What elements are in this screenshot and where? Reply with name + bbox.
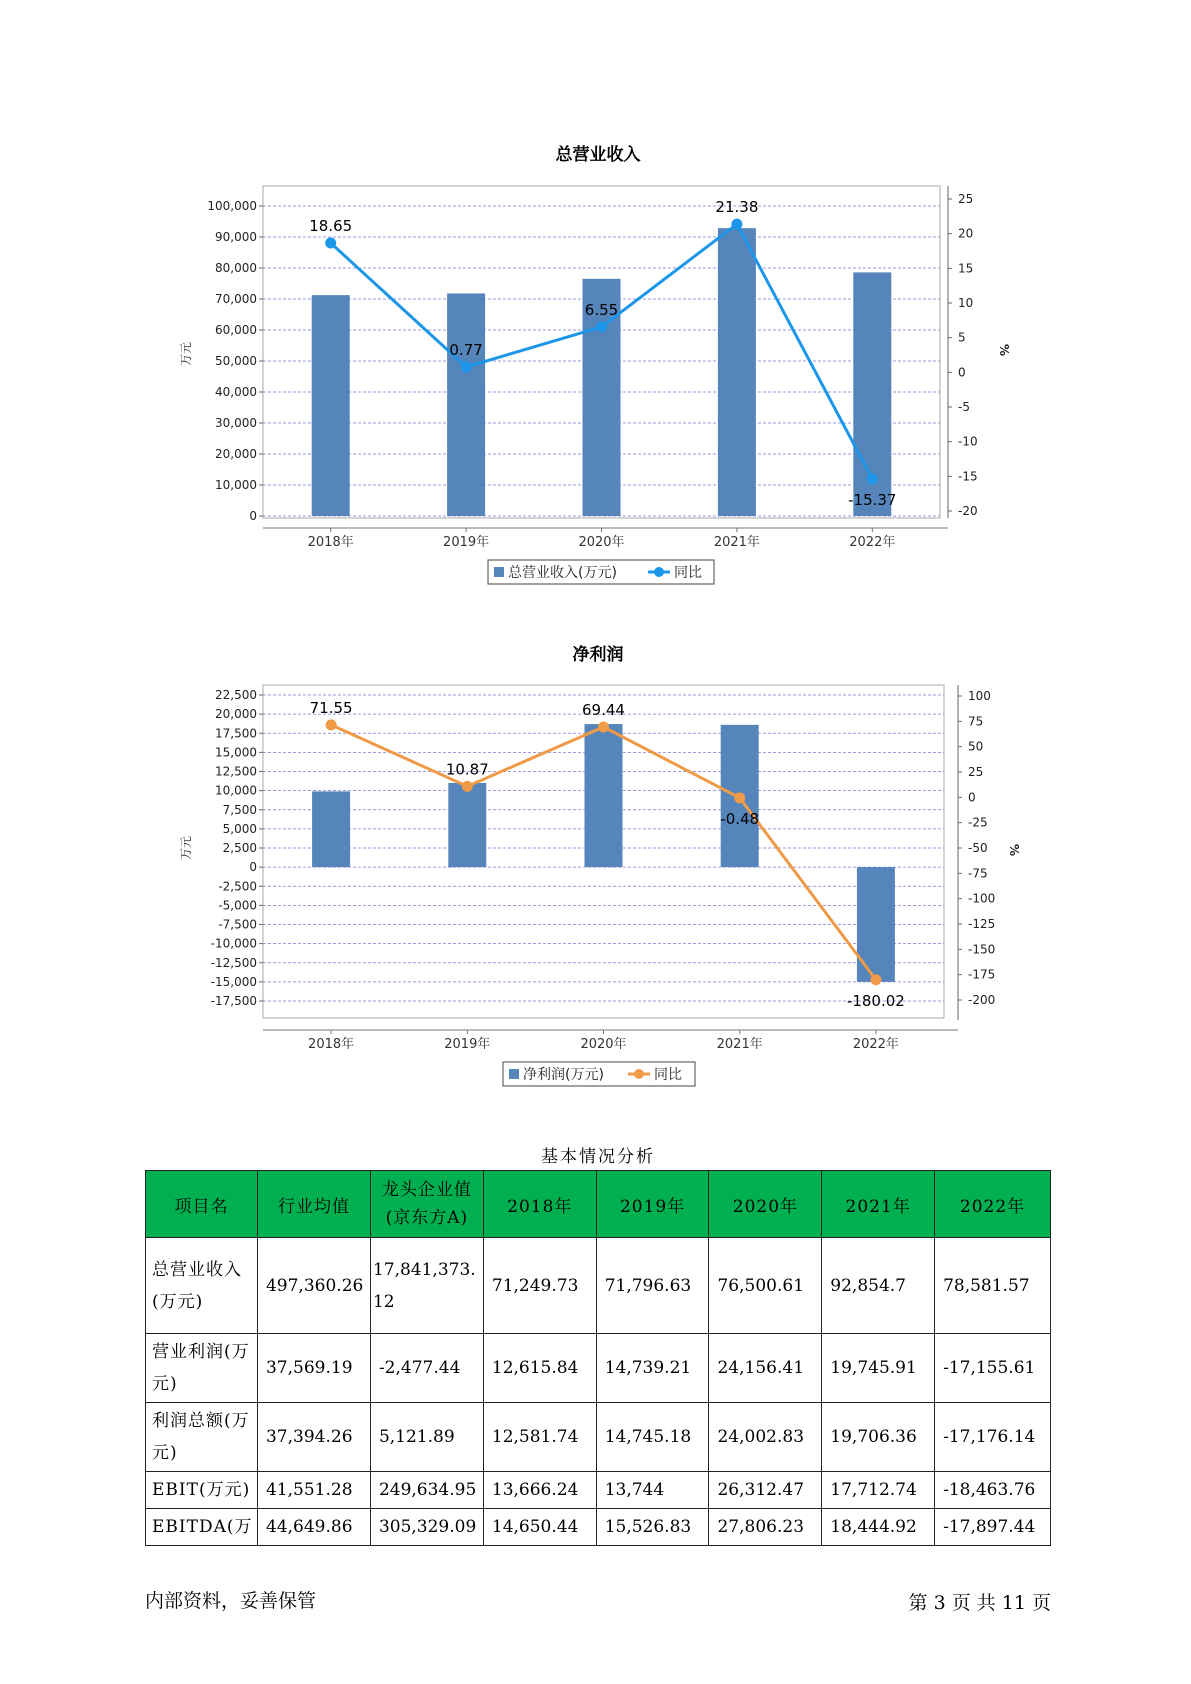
y2-tick-label: 25: [958, 192, 974, 206]
table-cell: -17,176.14: [935, 1403, 1051, 1472]
table-row: [146, 1238, 1051, 1334]
yoy-point: [325, 238, 336, 249]
table-row: [146, 1334, 1051, 1403]
footer-page-number: 第 3 页 共 11 页: [908, 1592, 1051, 1614]
y2-tick-label: 10: [958, 296, 974, 310]
table-cell: 19,745.91: [822, 1334, 935, 1403]
y2-tick-label: -200: [968, 993, 996, 1007]
y-tick-label: 30,000: [215, 416, 257, 430]
yoy-point: [461, 361, 472, 372]
summary-table: [145, 1170, 1051, 1546]
table-cell: 5,121.89: [370, 1403, 483, 1472]
y-tick-label: -10,000: [210, 936, 257, 951]
y-tick-label: 40,000: [215, 385, 257, 399]
header-cell: 2022年: [935, 1171, 1051, 1238]
bar: [448, 783, 486, 867]
y2-axis-title: %: [1007, 843, 1021, 857]
header-cell: 行业均值: [257, 1171, 370, 1238]
x-tick-label: 2019年: [444, 1037, 491, 1052]
y2-tick-label: 50: [968, 739, 984, 754]
yoy-point: [870, 974, 881, 985]
x-tick-label: 2022年: [852, 1037, 899, 1052]
legend-line-marker: [654, 567, 664, 577]
yoy-data-label: 21.38: [715, 198, 759, 217]
table-row: [146, 1403, 1051, 1472]
yoy-point: [326, 719, 337, 730]
table-header-row: [146, 1171, 1051, 1238]
y2-tick-label: -125: [968, 917, 996, 931]
table-cell: 497,360.26: [257, 1238, 370, 1334]
y2-axis-title: %: [997, 343, 1011, 357]
y-tick-label: 50,000: [215, 354, 257, 368]
y2-tick-label: 0: [958, 365, 966, 380]
yoy-data-label: 10.87: [445, 760, 489, 779]
yoy-data-label: 0.77: [449, 340, 483, 359]
bar: [857, 867, 895, 982]
yoy-data-label: -180.02: [846, 991, 905, 1010]
y-tick-label: -5,000: [218, 898, 257, 913]
y2-tick-label: -5: [958, 400, 970, 414]
x-tick-label: 2020年: [578, 535, 625, 550]
yoy-data-label: 18.65: [309, 217, 353, 236]
table-cell: 12,581.74: [483, 1403, 596, 1472]
y-axis-title: 万元: [179, 835, 193, 861]
row-label: 总营业收入(万元): [146, 1238, 258, 1334]
table-cell: 249,634.95: [370, 1472, 483, 1509]
y2-tick-label: 0: [968, 790, 976, 805]
legend: [488, 560, 714, 584]
y-tick-label: 7,500: [222, 802, 257, 817]
y2-tick-label: -15: [958, 469, 978, 484]
bar: [585, 724, 623, 867]
legend: [503, 1062, 695, 1086]
x-tick-label: 2019年: [443, 535, 490, 550]
legend-line-marker: [634, 1069, 644, 1079]
y2-tick-label: -20: [958, 504, 978, 518]
table-caption: 基本情况分析: [541, 1147, 655, 1167]
legend-bar-swatch: [494, 567, 504, 577]
bar: [718, 228, 756, 516]
y-tick-label: 2,500: [222, 841, 257, 855]
y-tick-label: 10,000: [215, 478, 257, 492]
x-tick-label: 2018年: [307, 535, 354, 550]
yoy-data-label: 6.55: [584, 300, 619, 319]
table-cell: 19,706.36: [822, 1403, 935, 1472]
y-tick-label: 70,000: [215, 292, 257, 306]
y-tick-label: 5,000: [222, 821, 257, 836]
y-tick-label: 90,000: [215, 230, 257, 244]
y-tick-label: -17,500: [210, 994, 257, 1008]
y2-tick-label: -10: [958, 434, 978, 449]
y2-tick-label: -50: [968, 841, 988, 855]
y-tick-label: 15,000: [215, 745, 257, 760]
table-cell: -17,155.61: [935, 1334, 1051, 1403]
table-cell: 44,649.86: [257, 1509, 370, 1546]
y-tick-label: -15,000: [210, 974, 257, 989]
y-tick-label: 10,000: [215, 783, 257, 798]
chart-title: 总营业收入: [555, 145, 641, 165]
table-cell: 26,312.47: [709, 1472, 822, 1509]
y-tick-label: 22,500: [215, 688, 257, 702]
y-tick-label: -12,500: [210, 955, 257, 970]
table-cell: 92,854.7: [822, 1238, 935, 1334]
x-tick-label: 2018年: [308, 1037, 355, 1052]
y-tick-label: -7,500: [218, 917, 257, 932]
y-tick-label: 12,500: [215, 764, 257, 779]
legend-bar-label: 总营业收入(万元): [508, 565, 617, 581]
table-cell: 17,712.74: [822, 1472, 935, 1509]
legend-bar-label: 净利润(万元): [523, 1067, 604, 1083]
y-tick-label: 17,500: [215, 726, 257, 741]
y2-tick-label: 25: [968, 765, 984, 779]
y2-tick-label: -100: [968, 891, 996, 906]
y-tick-label: 80,000: [215, 261, 257, 275]
table-cell: 15,526.83: [596, 1509, 709, 1546]
x-tick-label: 2022年: [849, 535, 896, 550]
y-tick-label: 20,000: [215, 707, 257, 722]
legend-line-label: 同比: [674, 565, 702, 581]
y2-tick-label: -150: [968, 942, 996, 957]
table-cell: 71,249.73: [483, 1238, 596, 1334]
revenue-chart: [0, 0, 1191, 600]
yoy-point: [731, 219, 742, 230]
y2-tick-label: 15: [958, 261, 974, 276]
yoy-data-label: -0.48: [720, 809, 760, 828]
y2-tick-label: 5: [958, 330, 966, 345]
y-tick-label: 20,000: [215, 447, 257, 461]
table-cell: 13,666.24: [483, 1472, 596, 1509]
y-tick-label: 60,000: [215, 323, 257, 337]
row-label: EBIT(万元): [146, 1472, 258, 1509]
net-profit-chart-block: [0, 600, 1191, 1104]
x-tick-label: 2020年: [580, 1037, 627, 1052]
table-cell: -18,463.76: [935, 1472, 1051, 1509]
y2-tick-label: -25: [968, 815, 988, 830]
header-cell: 龙头企业值(京东方A): [370, 1171, 483, 1238]
yoy-data-label: 71.55: [309, 698, 353, 717]
y2-tick-label: 100: [968, 689, 991, 703]
yoy-point: [734, 792, 745, 803]
table-cell: 14,745.18: [596, 1403, 709, 1472]
y2-tick-label: 75: [968, 714, 984, 729]
yoy-point: [462, 781, 473, 792]
y2-tick-label: -175: [968, 967, 996, 982]
y-tick-label: -2,500: [218, 879, 257, 894]
bar: [312, 295, 350, 516]
table-cell: 13,744: [596, 1472, 709, 1509]
y-tick-label: 0: [249, 509, 257, 523]
table-cell: 27,806.23: [709, 1509, 822, 1546]
bar: [447, 293, 485, 516]
x-tick-label: 2021年: [716, 1037, 763, 1052]
table-cell: 37,569.19: [257, 1334, 370, 1403]
header-cell: 2020年: [709, 1171, 822, 1238]
legend-bar-swatch: [509, 1069, 519, 1079]
y-tick-label: 0: [249, 860, 257, 875]
table-row: [146, 1509, 1051, 1546]
table-cell: 14,650.44: [483, 1509, 596, 1546]
table-cell: 71,796.63: [596, 1238, 709, 1334]
y-axis-title: 万元: [179, 341, 193, 367]
header-cell: 2021年: [822, 1171, 935, 1238]
table-cell: -17,897.44: [935, 1509, 1051, 1546]
table-cell: 14,739.21: [596, 1334, 709, 1403]
row-label: 利润总额(万元): [146, 1403, 258, 1472]
table-cell: 41,551.28: [257, 1472, 370, 1509]
table-cell: 37,394.26: [257, 1403, 370, 1472]
table-cell: 305,329.09: [370, 1509, 483, 1546]
yoy-point: [867, 473, 878, 484]
table-cell: 76,500.61: [709, 1238, 822, 1334]
header-cell: 2019年: [596, 1171, 709, 1238]
legend-line-label: 同比: [654, 1067, 682, 1083]
x-tick-label: 2021年: [713, 535, 760, 550]
table-cell: 24,002.83: [709, 1403, 822, 1472]
row-label: 营业利润(万元): [146, 1334, 258, 1403]
table-cell: 17,841,373.12: [370, 1238, 483, 1334]
table-cell: 12,615.84: [483, 1334, 596, 1403]
table-cell: -2,477.44: [370, 1334, 483, 1403]
revenue-chart-block: [0, 0, 1191, 604]
bar: [312, 791, 350, 867]
yoy-point: [598, 721, 609, 732]
table-cell: 78,581.57: [935, 1238, 1051, 1334]
footer-confidential-note: 内部资料，妥善保管: [145, 1590, 317, 1612]
yoy-point: [596, 321, 607, 332]
chart-title: 净利润: [572, 645, 624, 665]
net-profit-chart: [0, 600, 1191, 1100]
y2-tick-label: -75: [968, 866, 988, 881]
table-cell: 18,444.92: [822, 1509, 935, 1546]
row-label: EBITDA(万: [146, 1509, 258, 1546]
header-cell: 项目名: [146, 1171, 258, 1238]
table-cell: 24,156.41: [709, 1334, 822, 1403]
yoy-data-label: 69.44: [582, 700, 625, 719]
table-row: [146, 1472, 1051, 1509]
yoy-data-label: -15.37: [848, 490, 897, 509]
header-cell: 2018年: [483, 1171, 596, 1238]
y2-tick-label: 20: [958, 226, 974, 241]
y-tick-label: 100,000: [207, 199, 257, 213]
